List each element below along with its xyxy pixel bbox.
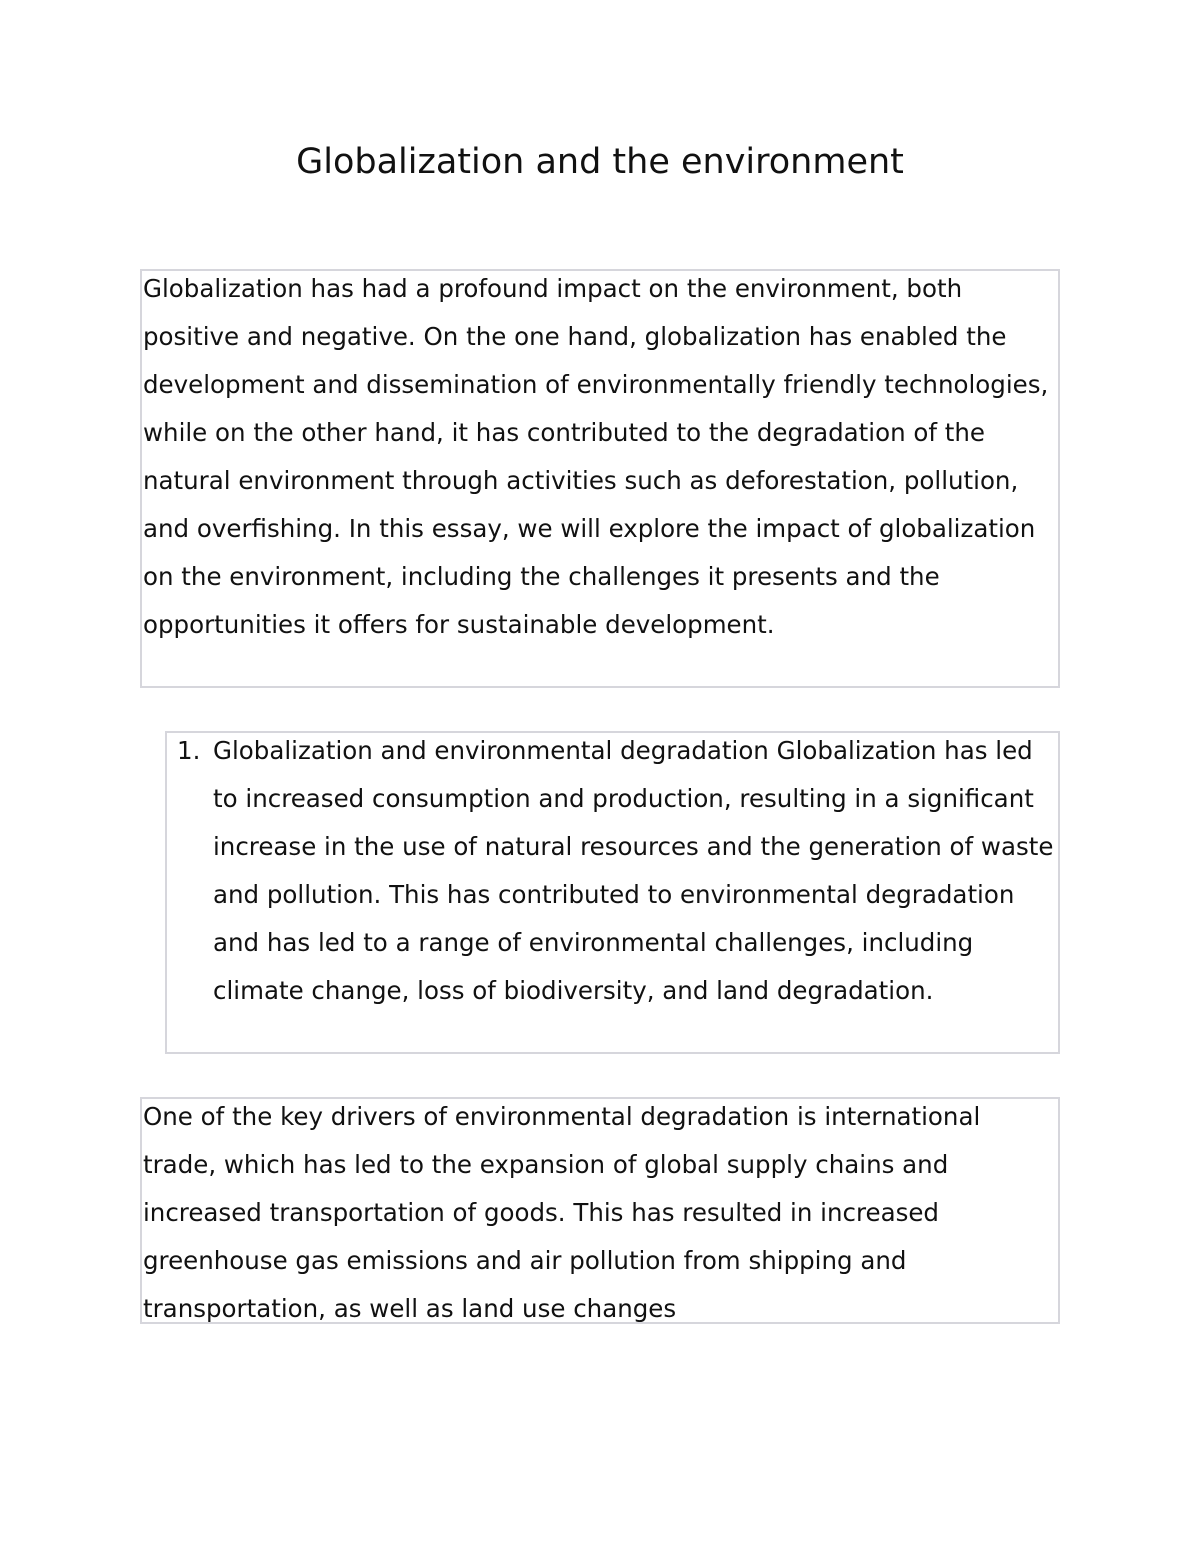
numbered-list-box (165, 731, 1060, 1054)
list-item-text: Globalization and environmental degradation Globalization has led to increased consumption and production, resulting in a significant increase in the use of natural resources and the generation of waste and pollution. This has contributed to environmental degradation and has led to a range of environmental challenges, including climate change, loss of biodiversity, and land degradation. (213, 736, 1054, 1005)
list-item (167, 727, 1058, 1015)
list-item-number: 1. (177, 736, 201, 765)
drivers-paragraph-box (140, 1097, 1060, 1324)
intro-paragraph-box (140, 269, 1060, 688)
drivers-paragraph: One of the key drivers of environmental degradation is international trade, which has led to the expansion of global supply chains and increased transportation of goods. This has resulted in increased greenhouse gas emissions and air pollution from shipping and transportation, as well as land use changes (143, 1102, 981, 1323)
intro-paragraph: Globalization has had a profound impact on the environment, both positive and negative. On the one hand, globalization has enabled the development and dissemination of environmentally friendly technologies, while on the other hand, it has contributed to the degradation of the natural environment through activities such as deforestation, pollution, and overfishing. In this essay, we will explore the impact of globalization on the environment, including the challenges it presents and the opportunities it offers for sustainable development. (143, 274, 1049, 639)
page-title: Globalization and the environment (296, 142, 904, 182)
